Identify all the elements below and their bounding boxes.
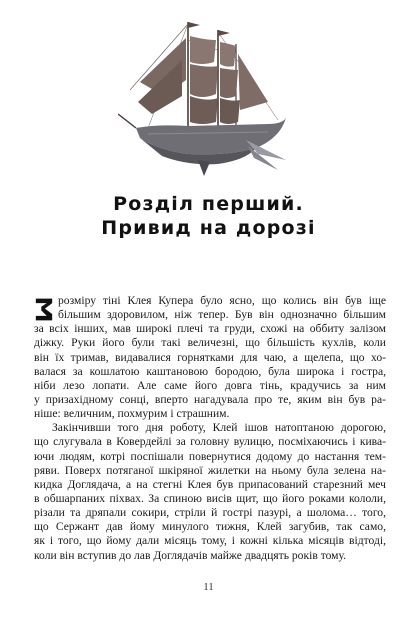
text-line: він їх тримав, видавалися горнятками для чаю, а щелепа, що хо-	[34, 350, 386, 364]
text-line: ючи людям, котрі поспішали повернутися додому до настання тем-	[34, 449, 386, 463]
text-line: більшим здоровилом, ніж тепер. Був він однозначно більшим	[58, 308, 386, 322]
text-line: розміру тіні Клея Купера було ясно, що колись він був іще	[58, 294, 386, 307]
text-line: як і того, що йому дали місяць тому, і кожні кілька місяців відтоді,	[34, 534, 386, 548]
text-line: у призахідному сонці, вперто нагадувала про те, яким він був ра-	[34, 392, 386, 406]
chapter-title-line-2: Привид на дорозі	[101, 217, 316, 239]
text-line: коли він вступив до лав Доглядачів майже двадцять років тому.	[34, 548, 347, 562]
text-line: кидка Доглядача, а на стегні Клея був припасований старезний меч	[34, 477, 386, 491]
text-line: діжку. Руки його були такі величезні, що більшість кухлів, коли	[34, 336, 386, 350]
text-line: ніби лезо лопати. Але саме його довга тінь, крадучись за ним	[34, 378, 386, 392]
text-line: що Сержант дав йому минулого тижня, Клей загубив, так само,	[34, 520, 386, 534]
text-line: різали та дряпали сокири, стріли й гострі пазурі, а шолома… того,	[34, 506, 386, 520]
text-line: в обшарпаних піхвах. За спиною висів щит, що його роками кололи,	[34, 491, 386, 505]
text-line: ряви. Поверх потяганої шкіряної жилетки на ньому була зелена на-	[34, 463, 386, 477]
paragraph-2	[34, 421, 386, 562]
body-text	[34, 294, 386, 563]
text-line: за всіх інших, мав широкі плечі та груди, схожі на оббиту залізом	[34, 322, 386, 336]
chapter-title	[40, 192, 377, 240]
text-line: ніше: величним, похмурим і страшним.	[34, 407, 230, 421]
page-number: 11	[203, 581, 214, 593]
text-line: що слугувала в Ковердейлі за головну вулицю, посміхаючись і кива-	[34, 435, 386, 449]
text-line: валася за кошлатою каштановою бородою, була широка і гостра,	[34, 364, 386, 378]
text-line: Закінчивши того дня роботу, Клей ішов натоптаною дорогою,	[52, 421, 386, 435]
sailing-ship-illustration	[118, 10, 294, 178]
paragraph-1	[34, 294, 386, 421]
chapter-title-line-1: Розділ перший.	[113, 193, 304, 215]
